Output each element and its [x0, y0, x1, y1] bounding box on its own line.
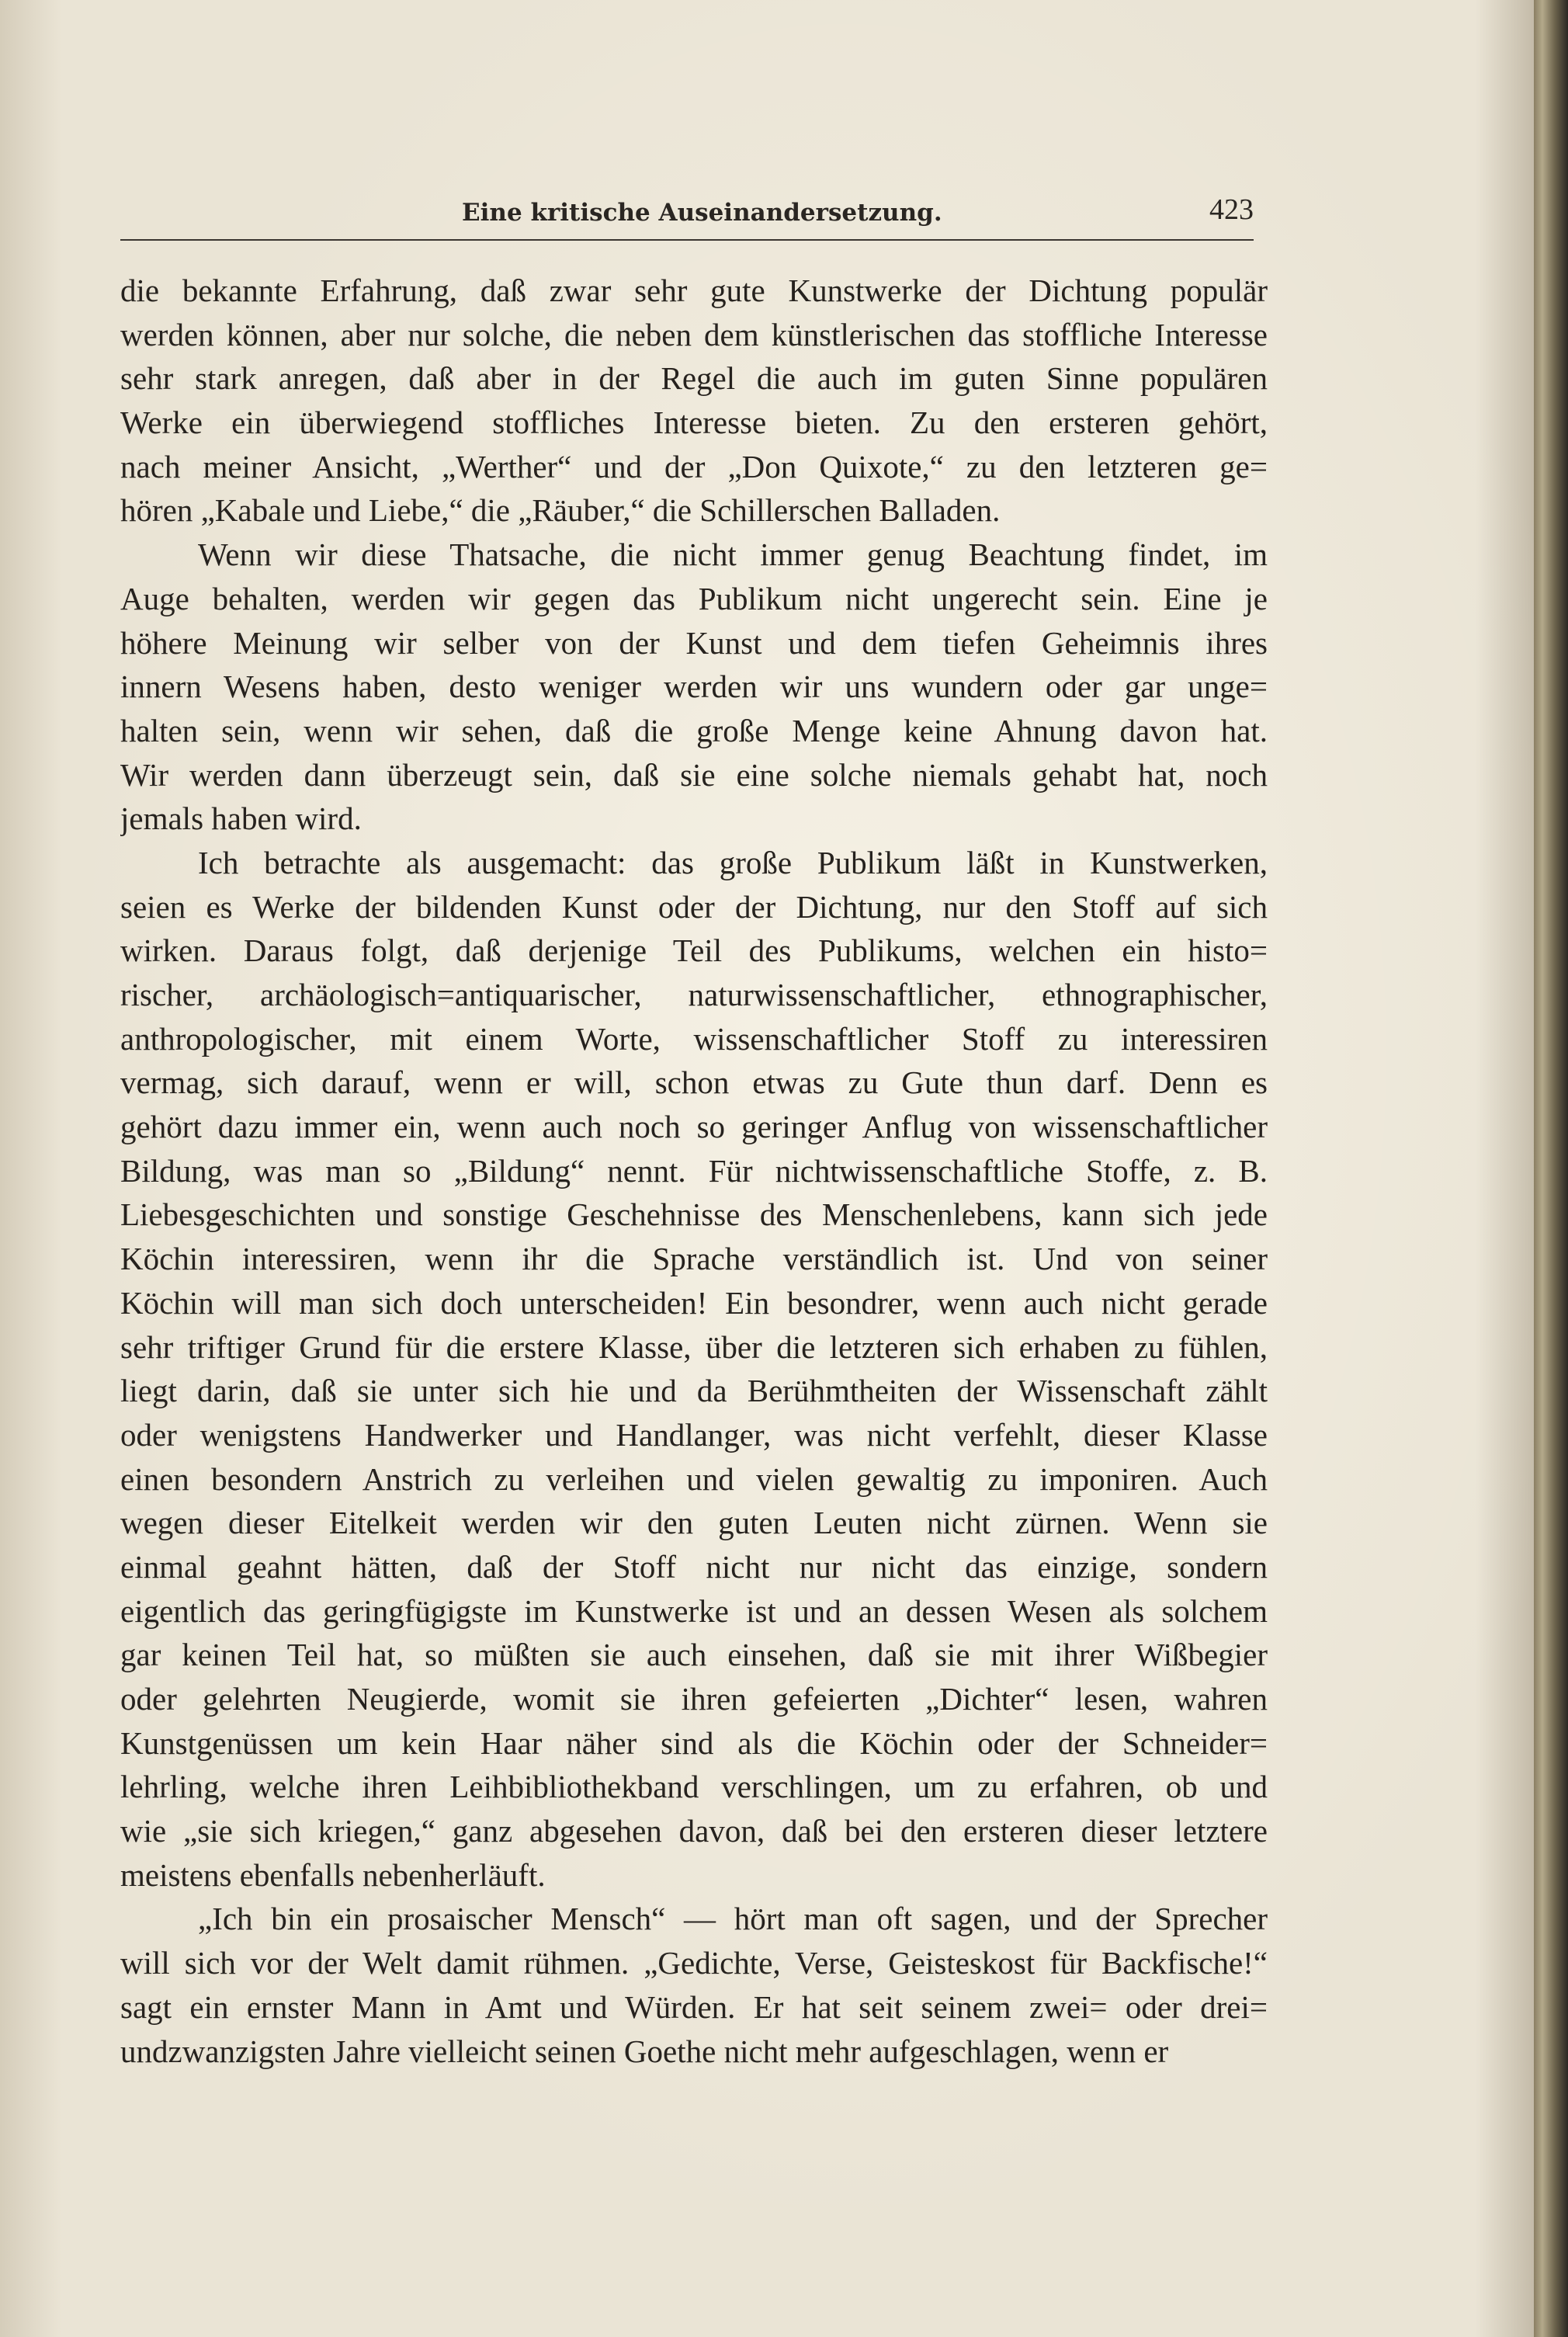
text-line: höhere Meinung wir selber von der Kunst und dem tiefen Geheimnis ihres: [120, 624, 1268, 661]
text-line: undzwanzigsten Jahre vielleicht seinen Goethe nicht mehr aufgeschlagen, wenn er: [120, 2033, 1169, 2069]
page-number: 423: [1209, 193, 1254, 226]
text-line: gehört dazu immer ein, wenn auch noch so geringer Anflug von wissenschaftlicher: [120, 1109, 1268, 1145]
text-line: sehr triftiger Grund für die erstere Klasse, über die letzteren sich erhaben zu fühlen,: [120, 1328, 1268, 1365]
text-line: gar keinen Teil hat, so müßten sie auch einsehen, daß sie mit ihrer Wißbegier: [120, 1637, 1268, 1673]
text-line: einen besondern Anstrich zu verleihen und vielen gewaltig zu imponiren. Auch: [120, 1460, 1268, 1497]
text-line: Auge behalten, werden wir gegen das Publikum nicht ungerecht sein. Eine je: [120, 580, 1268, 616]
text-line: jemals haben wird.: [120, 800, 362, 837]
text-line: Köchin interessiren, wenn ihr die Sprache verständlich ist. Und von seiner: [120, 1241, 1268, 1277]
text-line: die bekannte Erfahrung, daß zwar sehr gute Kunstwerke der Dichtung populär: [120, 273, 1268, 308]
text-line: Liebesgeschichten und sonstige Geschehnisse des Menschenlebens, kann sich jede: [120, 1196, 1268, 1233]
running-title: Eine kritische Auseinandersetzung.: [462, 199, 942, 227]
paragraph: [120, 533, 1268, 841]
text-line: eigentlich das geringfügigste im Kunstwerke ist und an dessen Wesen als solchem: [120, 1592, 1268, 1629]
text-line: meistens ebenfalls nebenherläuft.: [120, 1856, 546, 1893]
text-line: Ich betrachte als ausgemacht: das große Publikum läßt in Kunstwerken,: [198, 844, 1268, 880]
text-line: liegt darin, daß sie unter sich hie und da Berühmtheiten der Wissenschaft zählt: [120, 1373, 1268, 1409]
text-line: seien es Werke der bildenden Kunst oder der Dichtung, nur den Stoff auf sich: [120, 888, 1268, 925]
body-text: [120, 269, 1268, 2073]
running-head: [120, 193, 1254, 241]
text-line: einmal geahnt hätten, daß der Stoff nicht nur nicht das einzige, sondern: [120, 1548, 1268, 1585]
text-line: Wir werden dann überzeugt sein, daß sie eine solche niemals gehabt hat, noch: [120, 756, 1268, 793]
text-line: sehr stark anregen, daß aber in der Regel die auch im guten Sinne populären: [120, 360, 1268, 397]
text-line: Werke ein überwiegend stoffliches Interesse bieten. Zu den ersteren gehört,: [120, 405, 1268, 441]
paragraph: [120, 841, 1268, 1898]
text-line: wie „sie sich kriegen,“ ganz abgesehen davon, daß bei den ersteren dieser letztere: [120, 1813, 1268, 1849]
text-line: wegen dieser Eitelkeit werden wir den guten Leuten nicht zürnen. Wenn sie: [120, 1505, 1268, 1541]
text-line: wirken. Daraus folgt, daß derjenige Teil des Publikums, welchen ein histo=: [120, 932, 1268, 969]
text-line: Kunstgenüssen um kein Haar näher sind als die Köchin oder der Schneider=: [120, 1724, 1268, 1761]
paragraph: [120, 269, 1268, 533]
text-line: halten sein, wenn wir sehen, daß die große Menge keine Ahnung davon hat.: [120, 712, 1268, 748]
text-line: werden können, aber nur solche, die neben dem künstlerischen das stoffliche Interesse: [120, 316, 1268, 352]
text-line: lehrling, welche ihren Leihbibliothekband verschlingen, um zu erfahren, ob und: [120, 1769, 1268, 1805]
text-line: „Ich bin ein prosaischer Mensch“ — hört man oft sagen, und der Sprecher: [198, 1901, 1268, 1937]
text-line: hören „Kabale und Liebe,“ die „Räuber,“ die Schillerschen Balladen.: [120, 492, 1001, 529]
text-line: sagt ein ernster Mann in Amt und Würden. Er hat seit seinem zwei= oder drei=: [120, 1988, 1268, 2025]
text-line: Bildung, was man so „Bildung“ nennt. Für nichtwissenschaftliche Stoffe, z. B.: [120, 1152, 1268, 1189]
paragraph: [120, 1897, 1268, 2073]
book-edge: [1534, 0, 1568, 2337]
text-line: will sich vor der Welt damit rühmen. „Gedichte, Verse, Geisteskost für Backfische!“: [120, 1945, 1268, 1981]
text-line: Köchin will man sich doch unterscheiden! Ein besondrer, wenn auch nicht gerade: [120, 1284, 1268, 1321]
text-line: rischer, archäologisch=antiquarischer, naturwissenschaftlicher, ethnographischer,: [120, 977, 1268, 1012]
text-line: innern Wesens haben, desto weniger werden wir uns wundern oder gar unge=: [120, 668, 1268, 705]
text-line: nach meiner Ansicht, „Werther“ und der „Don Quixote,“ zu den letzteren ge=: [120, 448, 1268, 484]
text-line: Wenn wir diese Thatsache, die nicht immer genug Beachtung findet, im: [198, 537, 1268, 573]
text-line: oder wenigstens Handwerker und Handlanger, was nicht verfehlt, dieser Klasse: [120, 1416, 1268, 1453]
text-line: anthropologischer, mit einem Worte, wissenschaftlicher Stoff zu interessiren: [120, 1020, 1268, 1057]
text-line: oder gelehrten Neugierde, womit sie ihren gefeierten „Dichter“ lesen, wahren: [120, 1681, 1268, 1717]
text-line: vermag, sich darauf, wenn er will, schon etwas zu Gute thun darf. Denn es: [120, 1064, 1268, 1101]
